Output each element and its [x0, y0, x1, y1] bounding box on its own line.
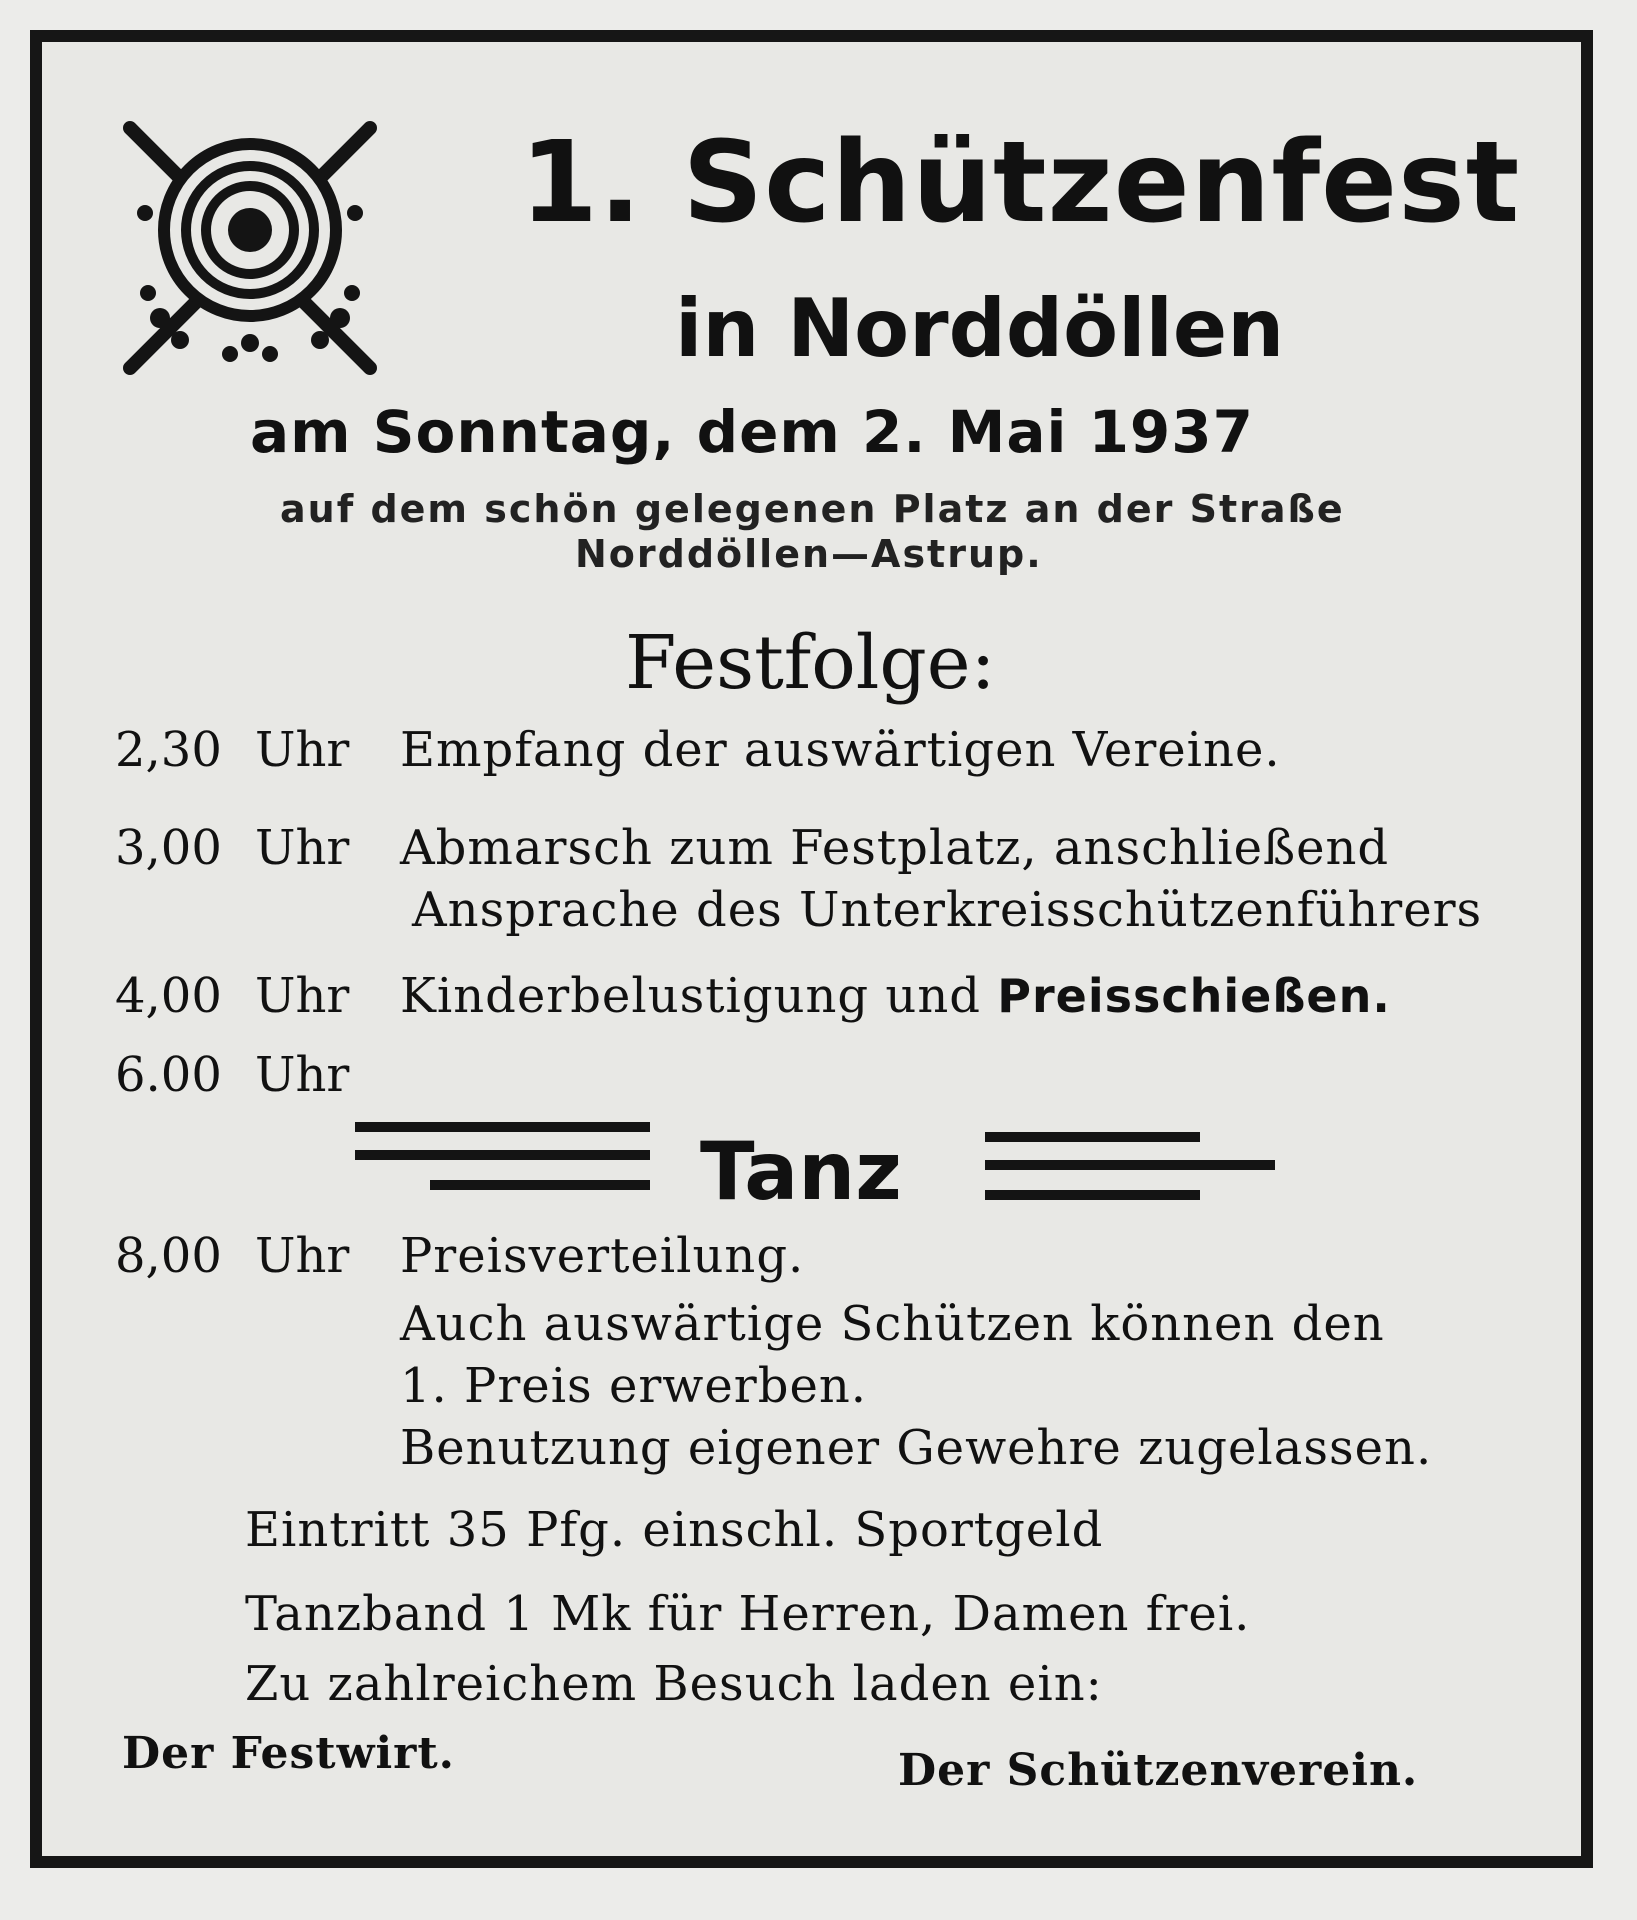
program-text-bold: Preisschießen. [997, 969, 1391, 1023]
program-text: Empfang der auswärtigen Vereine. [400, 722, 1281, 778]
program-text-regular: Kinderbelustigung und [400, 968, 998, 1024]
signature-festwirt: Der Festwirt. [122, 1728, 455, 1779]
program-uhr: Uhr [255, 1228, 350, 1284]
program-note: 1. Preis erwerben. [400, 1358, 868, 1414]
program-time: 2,30 [115, 722, 222, 778]
program-uhr: Uhr [255, 968, 350, 1024]
location-line-2: Norddöllen—Astrup. [575, 532, 1043, 576]
program-time: 3,00 [115, 820, 222, 876]
signature-schuetzenverein: Der Schützenverein. [898, 1745, 1419, 1796]
program-text [400, 968, 1391, 1024]
invitation: Zu zahlreichem Besuch laden ein: [245, 1656, 1103, 1712]
program-uhr: Uhr [255, 1047, 350, 1103]
location-line-1: auf dem schön gelegenen Platz an der Straße [280, 487, 1345, 531]
target-emblem-icon [120, 118, 380, 378]
program-text: Preisverteilung. [400, 1228, 805, 1284]
program-heading: Festfolge: [625, 620, 996, 706]
program-note: Benutzung eigener Gewehre zugelassen. [400, 1420, 1433, 1476]
dance-label: Tanz [700, 1125, 902, 1218]
program-time: 6.00 [115, 1047, 222, 1103]
program-uhr: Uhr [255, 820, 350, 876]
event-date: am Sonntag, dem 2. Mai 1937 [250, 398, 1254, 466]
program-time: 8,00 [115, 1228, 222, 1284]
program-note: Auch auswärtige Schützen können den [400, 1296, 1385, 1352]
program-text-continued: Ansprache des Unterkreisschützenführers [412, 882, 1483, 938]
dance-fee: Tanzband 1 Mk für Herren, Damen frei. [245, 1586, 1251, 1642]
program-uhr: Uhr [255, 722, 350, 778]
program-text: Abmarsch zum Festplatz, anschließend [400, 820, 1390, 876]
event-location-title: in Norddöllen [675, 282, 1285, 375]
entry-fee: Eintritt 35 Pfg. einschl. Sportgeld [245, 1502, 1104, 1558]
event-title: 1. Schützenfest [520, 118, 1521, 248]
program-time: 4,00 [115, 968, 222, 1024]
